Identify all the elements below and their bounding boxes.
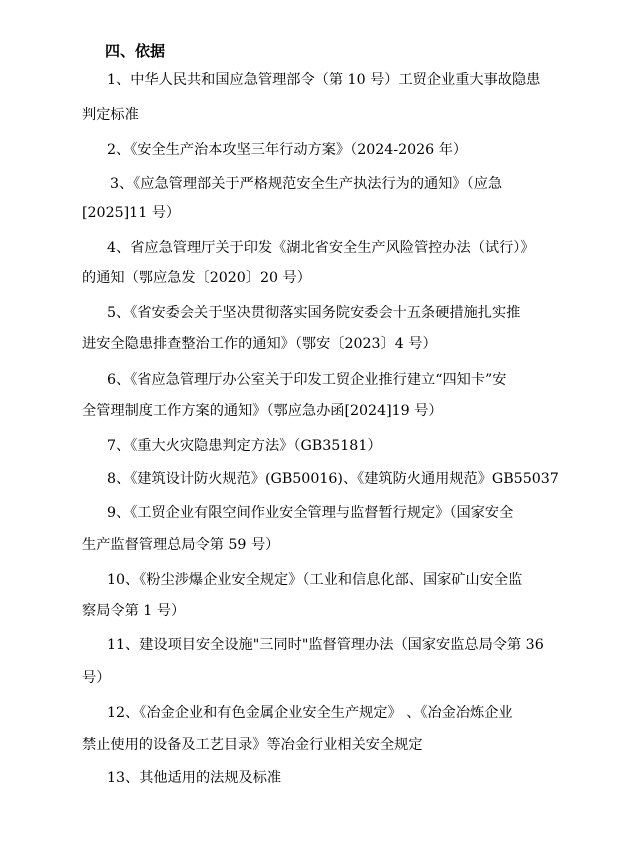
item-5-line-2: 进安全隐患排查整治工作的通知》（鄂安〔2023〕4 号） [82, 336, 437, 352]
item-1-line-2: 判定标准 [82, 107, 139, 123]
section-heading: 四、依据 [105, 42, 166, 60]
item-4-line-1: 4、省应急管理厅关于印发《湖北省安全生产风险管控办法（试行）》 [107, 240, 535, 256]
item-12-line-1: 12、《冶金企业和有色金属企业安全生产规定》 、《冶金冶炼企业 [107, 705, 513, 721]
item-3-line-1: 3、《应急管理部关于严格规范安全生产执法行为的通知》（应急 [110, 176, 503, 192]
item-10-line-2: 察局令第 1 号） [82, 603, 186, 619]
item-3-line-2: [2025]11 号） [82, 205, 181, 221]
item-1-line-1: 1、中华人民共和国应急管理部令（第 10 号）工贸企业重大事故隐患 [107, 72, 541, 88]
item-7-line-1: 7、《重大火灾隐患判定方法》（GB35181） [107, 438, 382, 454]
item-10-line-1: 10、《粉尘涉爆企业安全规定》（工业和信息化部、国家矿山安全监 [107, 572, 523, 588]
item-9-line-1: 9、《工贸企业有限空间作业安全管理与监督暂行规定》（国家安全 [107, 505, 514, 521]
item-4-line-2: 的通知（鄂应急发〔2020〕20 号） [82, 270, 311, 286]
item-13-line-1: 13、其他适用的法规及标准 [107, 770, 282, 786]
item-6-line-1: 6、《省应急管理厅办公室关于印发工贸企业推行建立“四知卡”安 [107, 372, 507, 388]
item-9-line-2: 生产监督管理总局令第 59 号） [82, 537, 280, 553]
item-6-line-2: 全管理制度工作方案的通知》（鄂应急办函[2024]19 号） [82, 403, 443, 419]
item-11-line-1: 11、建设项目安全设施"三同时"监督管理办法（国家安监总局令第 36 [107, 637, 544, 653]
item-2-line-1: 2、《安全生产治本攻坚三年行动方案》（2024-2026 年） [107, 142, 468, 158]
item-8-line-1: 8、《建筑设计防火规范》(GB50016)、《建筑防火通用规范》GB55037 [107, 471, 559, 487]
item-11-line-2: 号） [82, 670, 111, 686]
item-12-line-2: 禁止使用的设备及工艺目录》等冶金行业相关安全规定 [82, 737, 423, 753]
item-5-line-1: 5、《省安委会关于坚决贯彻落实国务院安委会十五条硬措施扎实推 [107, 305, 521, 321]
